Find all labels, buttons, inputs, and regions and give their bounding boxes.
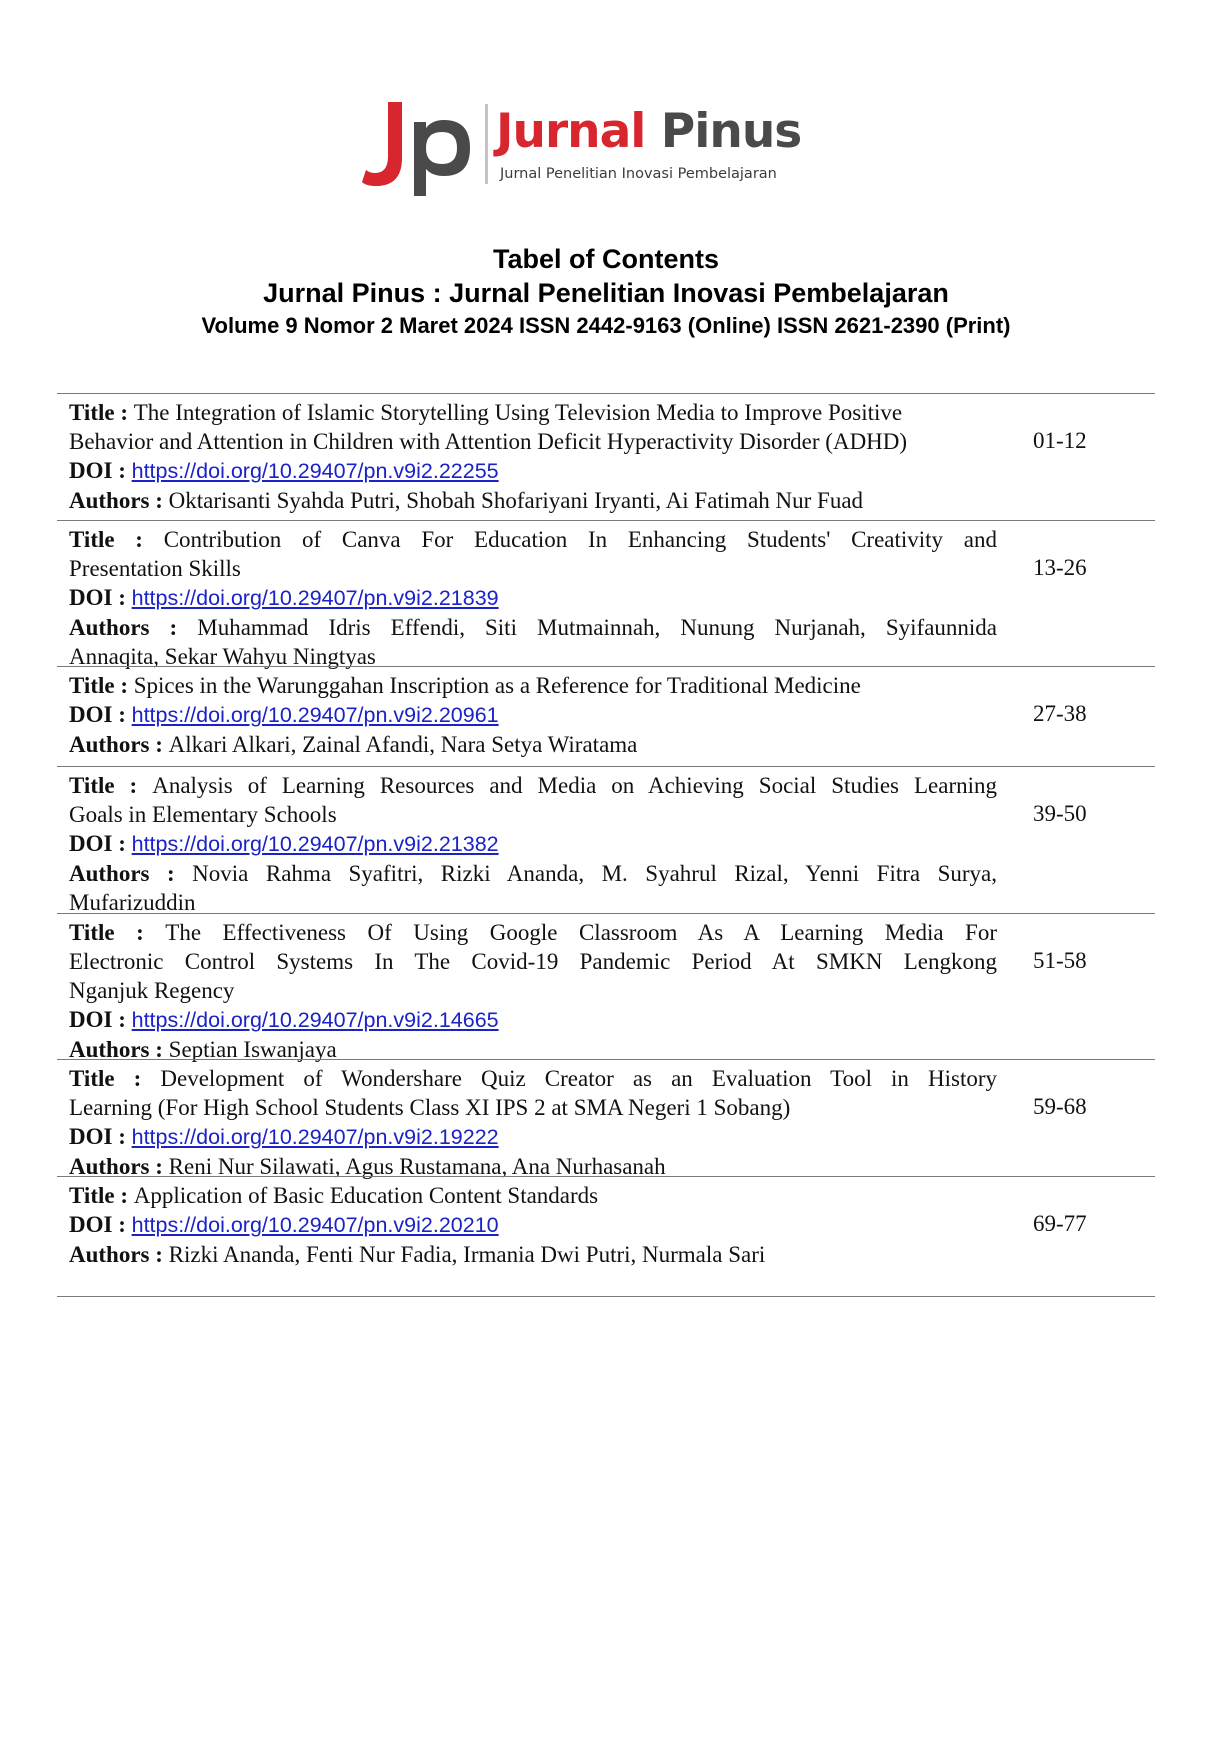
article-doi-line (69, 700, 997, 730)
article-doi-line (69, 456, 997, 486)
article-doi-line (69, 1210, 997, 1240)
authors-label: Authors : (69, 615, 198, 640)
article-title-line (69, 427, 997, 456)
article-title-line (69, 398, 997, 427)
article-title-text: Development of Wondershare Quiz Creator as an Evaluation Tool in History (160, 1066, 998, 1091)
article-pages: 13-26 (1033, 555, 1087, 580)
article-authors-text: Rizki Ananda, Fenti Nur Fadia, Irmania Dwi Putri, Nurmala Sari (168, 1242, 766, 1267)
article-pages: 69-77 (1033, 1211, 1087, 1236)
doi-link[interactable]: https://doi.org/10.29407/pn.v9i2.22255 (131, 459, 499, 483)
doi-label: DOI : (69, 1212, 132, 1237)
toc-row (57, 1059, 1155, 1179)
article-pages: 27-38 (1033, 701, 1087, 726)
doi-label: DOI : (69, 458, 132, 483)
authors-label: Authors : (69, 732, 169, 757)
logo-name (496, 104, 802, 159)
article-entry (69, 1181, 997, 1269)
article-title-line (69, 1093, 997, 1122)
article-title-text: Behavior and Attention in Children with Attention Deficit Hyperactivity Disorder (ADHD) (69, 429, 908, 454)
article-doi-line (69, 829, 997, 859)
journal-logo (362, 96, 852, 206)
article-entry (69, 398, 997, 515)
article-doi-line (69, 583, 997, 613)
article-authors-line (69, 730, 997, 759)
article-title-text: Goals in Elementary Schools (69, 802, 337, 827)
article-title-line (69, 671, 997, 700)
volume-issn: Volume 9 Nomor 2 Maret 2024 ISSN 2442-9163 (Online) ISSN 2621-2390 (Print) (201, 313, 1011, 338)
article-title-line (69, 771, 997, 800)
title-label: Title : (69, 1183, 134, 1208)
article-entry (69, 671, 997, 759)
jp-logo-mark-icon (362, 96, 474, 196)
doi-link[interactable]: https://doi.org/10.29407/pn.v9i2.14665 (131, 1008, 499, 1032)
doi-label: DOI : (69, 831, 132, 856)
article-title-line (69, 800, 997, 829)
article-entry (69, 918, 997, 1064)
article-authors-line (69, 613, 997, 642)
doi-label: DOI : (69, 702, 132, 727)
article-authors-text: Septian Iswanjaya (168, 1037, 337, 1062)
doi-link[interactable]: https://doi.org/10.29407/pn.v9i2.21382 (131, 832, 499, 856)
article-title-text: Spices in the Warunggahan Inscription as a Reference for Traditional Medicine (133, 673, 861, 698)
article-title-line (69, 1064, 997, 1093)
article-pages: 51-58 (1033, 948, 1087, 973)
article-title-line (69, 554, 997, 583)
article-doi-line (69, 1005, 997, 1035)
article-title-text: The Integration of Islamic Storytelling Using Television Media to Improve Positive (133, 400, 903, 425)
article-pages: 01-12 (1033, 428, 1087, 453)
title-label: Title : (69, 920, 166, 945)
logo-name-part1: Jurnal (496, 104, 646, 159)
toc-row (57, 913, 1155, 1062)
doi-link[interactable]: https://doi.org/10.29407/pn.v9i2.19222 (131, 1125, 499, 1149)
article-title-text: Contribution of Canva For Education In Enhancing Students' Creativity and (163, 527, 997, 552)
doi-link[interactable]: https://doi.org/10.29407/pn.v9i2.20961 (131, 703, 499, 727)
article-authors-text: Novia Rahma Syafitri, Rizki Ananda, M. Syahrul Rizal, Yenni Fitra Surya, (192, 861, 998, 886)
toc-row (57, 766, 1155, 913)
article-title-line (69, 976, 997, 1005)
authors-label: Authors : (69, 1154, 169, 1179)
doi-link[interactable]: https://doi.org/10.29407/pn.v9i2.20210 (131, 1213, 499, 1237)
toc-row (57, 520, 1155, 669)
article-title-line (69, 918, 997, 947)
toc-row (57, 393, 1155, 520)
journal-name: Jurnal Pinus : Jurnal Penelitian Inovasi Pembelajaran (263, 278, 949, 308)
authors-label: Authors : (69, 1242, 169, 1267)
authors-label: Authors : (69, 488, 169, 513)
toc-row (57, 666, 1155, 766)
doi-label: DOI : (69, 1124, 132, 1149)
title-label: Title : (69, 1066, 161, 1091)
authors-label: Authors : (69, 861, 193, 886)
article-title-text: Electronic Control Systems In The Covid-19 Pandemic Period At SMKN Lengkong (69, 949, 997, 974)
article-entry (69, 525, 997, 671)
logo-divider (485, 104, 488, 184)
title-label: Title : (69, 527, 164, 552)
title-label: Title : (69, 400, 134, 425)
article-authors-line (69, 1240, 997, 1269)
article-entry (69, 1064, 997, 1181)
article-authors-line (69, 859, 997, 888)
article-authors-line (69, 486, 997, 515)
article-authors-text: Annaqita, Sekar Wahyu Ningtyas (69, 644, 376, 669)
article-authors-text: Alkari Alkari, Zainal Afandi, Nara Setya Wiratama (168, 732, 638, 757)
article-title-text: Presentation Skills (69, 556, 241, 581)
article-title-line (69, 947, 997, 976)
article-authors-text: Mufarizuddin (69, 890, 196, 915)
article-title-text: The Effectiveness Of Using Google Classroom As A Learning Media For (165, 920, 998, 945)
toc-row (57, 1176, 1155, 1296)
doi-label: DOI : (69, 1007, 132, 1032)
article-authors-text: Reni Nur Silawati, Agus Rustamana, Ana Nurhasanah (168, 1154, 666, 1179)
page-title: Tabel of Contents (493, 244, 719, 274)
doi-link[interactable]: https://doi.org/10.29407/pn.v9i2.21839 (131, 586, 499, 610)
article-title-text: Learning (For High School Students Class XI IPS 2 at SMA Negeri 1 Sobang) (69, 1095, 791, 1120)
title-label: Title : (69, 673, 134, 698)
article-entry (69, 771, 997, 917)
article-pages: 59-68 (1033, 1094, 1087, 1119)
article-title-text: Nganjuk Regency (69, 978, 235, 1003)
title-label: Title : (69, 773, 153, 798)
logo-name-part2: Pinus (660, 104, 802, 159)
article-authors-text: Muhammad Idris Effendi, Siti Mutmainnah, Nunung Nurjanah, Syifaunnida (197, 615, 997, 640)
article-title-line (69, 525, 997, 554)
doi-label: DOI : (69, 585, 132, 610)
article-title-text: Application of Basic Education Content Standards (133, 1183, 599, 1208)
logo-tagline: Jurnal Penelitian Inovasi Pembelajaran (500, 166, 777, 182)
article-authors-text: Oktarisanti Syahda Putri, Shobah Shofariyani Iryanti, Ai Fatimah Nur Fuad (168, 488, 864, 513)
article-title-line (69, 1181, 997, 1210)
article-doi-line (69, 1122, 997, 1152)
toc-table (57, 393, 1155, 1297)
authors-label: Authors : (69, 1037, 169, 1062)
article-title-text: Analysis of Learning Resources and Media on Achieving Social Studies Learning (152, 773, 997, 798)
article-pages: 39-50 (1033, 801, 1087, 826)
